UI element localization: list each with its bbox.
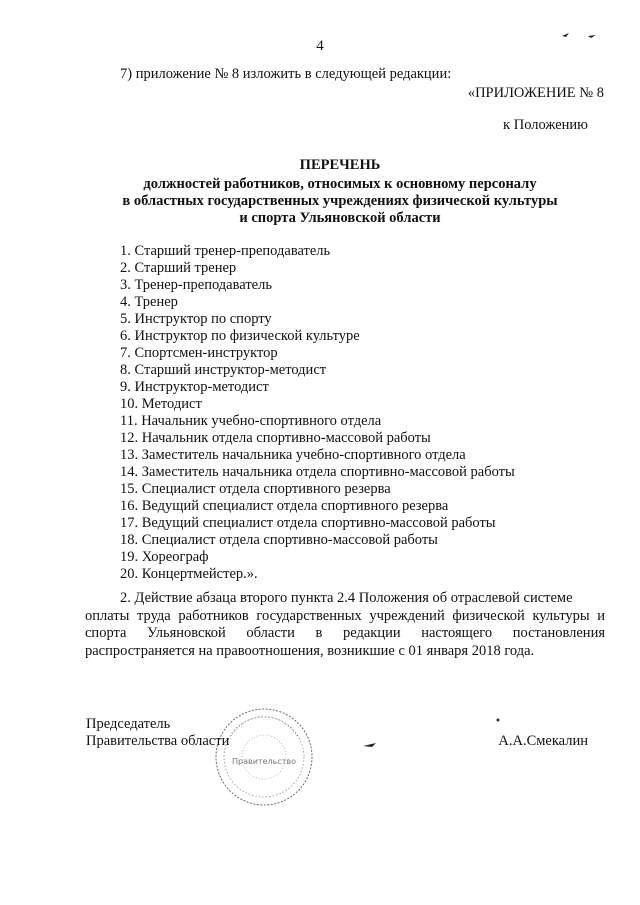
paragraph-body: оплаты труда работников государственных учреждений физической культуры и спорта Ульяновской области в редакции настоящего постановления распространяется на правоотношения, возникшие с 01 января 2018 года. <box>85 607 605 659</box>
ink-dot-icon <box>494 716 504 724</box>
list-item: 20. Концертмейстер.». <box>120 566 258 582</box>
list-item: 11. Начальник учебно-спортивного отдела <box>120 413 382 429</box>
list-item: 10. Методист <box>120 396 202 412</box>
list-item: 14. Заместитель начальника отдела спортивно-массовой работы <box>120 464 515 480</box>
list-item: 9. Инструктор-методист <box>120 379 269 395</box>
effective-date-paragraph <box>85 590 605 660</box>
list-item: 15. Специалист отдела спортивного резерва <box>120 481 391 497</box>
signature-stroke-icon <box>360 738 390 750</box>
seal-text: Правительство <box>232 757 296 766</box>
appendix-reference: к Положению <box>503 117 588 133</box>
list-item: 5. Инструктор по спорту <box>120 311 272 327</box>
list-item: 16. Ведущий специалист отдела спортивного резерва <box>120 498 449 514</box>
paragraph-first-line: 2. Действие абзаца второго пункта 2.4 Положения об отраслевой системе <box>120 590 573 606</box>
signatory-title <box>86 716 229 750</box>
list-item: 18. Специалист отдела спортивно-массовой работы <box>120 532 438 548</box>
positions-list <box>120 243 515 583</box>
list-item: 3. Тренер-преподаватель <box>120 277 272 293</box>
list-heading: ПЕРЕЧЕНЬ <box>299 157 381 173</box>
list-item: 7. Спортсмен-инструктор <box>120 345 278 361</box>
list-item: 1. Старший тренер-преподаватель <box>120 243 331 259</box>
list-item: 4. Тренер <box>120 294 178 310</box>
list-item: 12. Начальник отдела спортивно-массовой работы <box>120 430 431 446</box>
page-number: 4 <box>316 38 324 54</box>
list-subheading-line: в областных государственных учреждениях физической культуры <box>122 193 558 209</box>
list-item: 2. Старший тренер <box>120 260 237 276</box>
list-item: 17. Ведущий специалист отдела спортивно-массовой работы <box>120 515 496 531</box>
signatory-title-line: Правительства области <box>86 733 230 749</box>
list-item: 19. Хореограф <box>120 549 209 565</box>
list-subheading-line: и спорта Ульяновской области <box>239 210 441 226</box>
list-item: 6. Инструктор по физической культуре <box>120 328 360 344</box>
list-subheading-line: должностей работников, относимых к основному персоналу <box>143 176 537 192</box>
signatory-title-line: Председатель <box>86 716 171 732</box>
scan-mark-icon <box>560 28 600 42</box>
signatory-name: А.А.Смекалин <box>498 733 588 749</box>
list-item: 13. Заместитель начальника учебно-спортивного отдела <box>120 447 466 463</box>
intro-line: 7) приложение № 8 изложить в следующей редакции: <box>120 66 452 82</box>
list-item: 8. Старший инструктор-методист <box>120 362 327 378</box>
appendix-title: «ПРИЛОЖЕНИЕ № 8 <box>467 85 604 101</box>
